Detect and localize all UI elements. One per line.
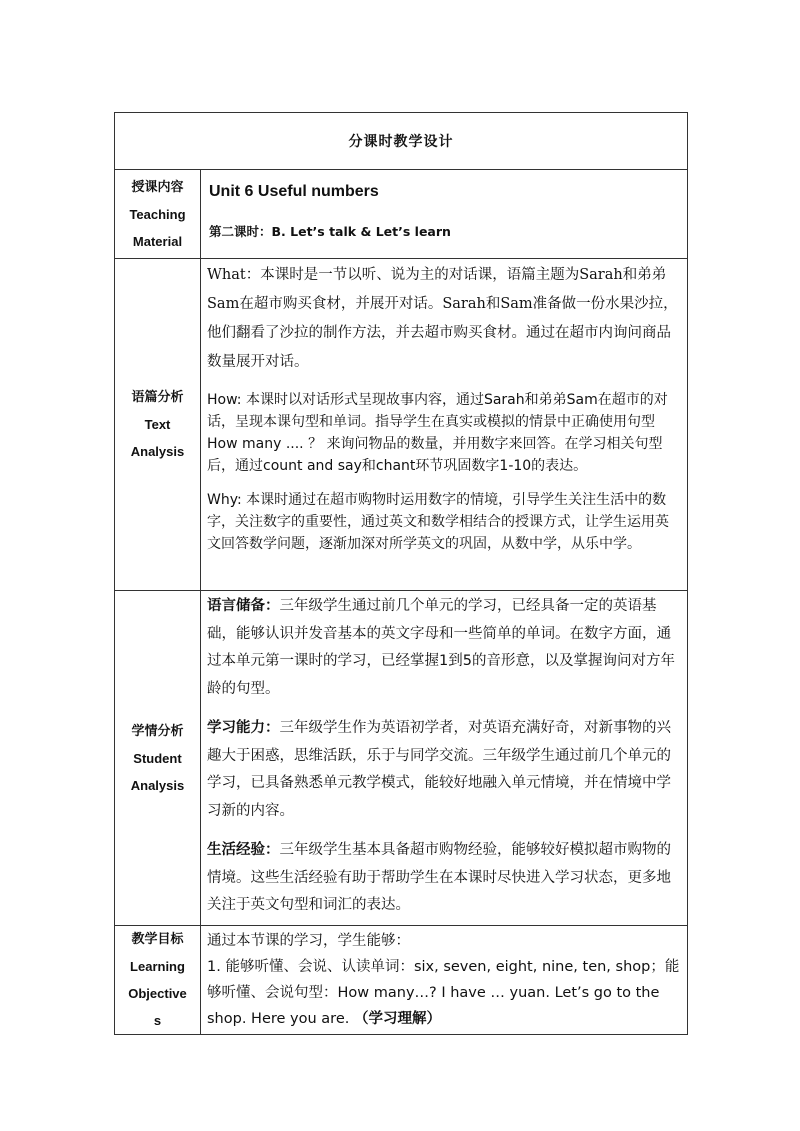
how-paragraph: How: 本课时以对话形式呈现故事内容，通过Sarah和弟弟Sam在超市的对话，呈现本课句型和单词。指导学生在真实或模拟的情景中正确使用句型How many .... ？ 来询问物品的数量，并用数字来回答。在学习相关句型后，通过count and say和chant环节巩固数字1-10的表达。 [207, 392, 668, 474]
objectives-label-en3: s [153, 1013, 162, 1028]
life-experience-head: 生活经验： [207, 842, 280, 858]
text-analysis-label-cn: 语篇分析 [131, 390, 184, 405]
student-analysis-label-cn: 学情分析 [131, 723, 184, 739]
objective-item-1-text: 1. 能够听懂、会说、认读单词：six, seven, eight, nine, ten, shop；能够听懂、会说句型：How many…? I have … yuan. Let’s go to the shop. Here you are. [207, 959, 680, 1027]
objectives-label-en1: Learning [130, 959, 185, 974]
language-reserve-body: 三年级学生通过前几个单元的学习，已经具备一定的英语基础，能够认识并发音基本的英文字母和一些简单的单词。在数字方面，通过本单元第一课时的学习，已经掌握1到5的音形意，以及掌握询问对方年龄的句型。 [207, 598, 675, 697]
student-analysis-content-cell [201, 591, 688, 926]
text-analysis-label-en2: Analysis [130, 444, 185, 459]
lesson-title: 第二课时：B. Let’s talk & Let’s learn [209, 224, 451, 239]
title-cell [115, 113, 688, 170]
objective-item-1 [207, 954, 681, 1032]
learning-ability-paragraph [207, 715, 681, 825]
objectives-label-cell [115, 926, 201, 1035]
student-analysis-label-en2: Analysis [130, 777, 185, 793]
material-label-cell [115, 170, 201, 259]
objective-item-1-tag: （学习理解） [353, 1011, 441, 1027]
material-label-en2: Material [132, 233, 183, 249]
why-paragraph: Why: 本课时通过在超市购物时运用数字的情境，引导学生关注生活中的数字，关注数字的重要性，通过英文和数学相结合的授课方式，让学生运用英文回答数学问题，逐渐加深对所学英文的巩固，从数中学，从乐中学。 [207, 492, 669, 552]
text-analysis-label-en1: Text [144, 417, 171, 432]
student-analysis-label-cell [115, 591, 201, 926]
language-reserve-paragraph [207, 593, 681, 703]
text-analysis-content-cell [201, 259, 688, 591]
text-analysis-label-cell [115, 259, 201, 591]
objectives-label-cn: 教学目标 [131, 932, 184, 947]
material-label-en1: Teaching [129, 206, 186, 222]
life-experience-body: 三年级学生基本具备超市购物经验，能够较好模拟超市购物的情境。这些生活经验有助于帮助学生在本课时尽快进入学习状态，更多地关注于英文句型和词汇的表达。 [207, 842, 671, 913]
language-reserve-head: 语言储备： [207, 598, 280, 614]
what-paragraph: What：本课时是一节以听、说为主的对话课，语篇主题为Sarah和弟弟Sam在超市购买食材，并展开对话。Sarah和Sam准备做一份水果沙拉，他们翻看了沙拉的制作方法，并去超市购买食材。通过在超市内询问商品数量展开对话。 [207, 267, 678, 370]
unit-title: Unit 6 Useful numbers [209, 183, 379, 200]
material-content-cell [201, 170, 688, 259]
learning-ability-body: 三年级学生作为英语初学者，对英语充满好奇，对新事物的兴趣大于困惑，思维活跃，乐于与同学交流。三年级学生通过前几个单元的学习，已具备熟悉单元教学模式，能较好地融入单元情境，并在情境中学习新的内容。 [207, 720, 671, 819]
material-label-cn: 授课内容 [131, 179, 184, 195]
objectives-label-en2: Objective [128, 986, 187, 1001]
life-experience-paragraph [207, 837, 681, 920]
objectives-intro: 通过本节课的学习，学生能够： [207, 933, 410, 949]
student-analysis-label-en1: Student [133, 750, 182, 766]
objectives-content-cell [201, 926, 688, 1035]
lesson-plan-table [114, 112, 688, 1035]
page-title: 分课时教学设计 [348, 134, 454, 150]
learning-ability-head: 学习能力： [207, 720, 280, 736]
